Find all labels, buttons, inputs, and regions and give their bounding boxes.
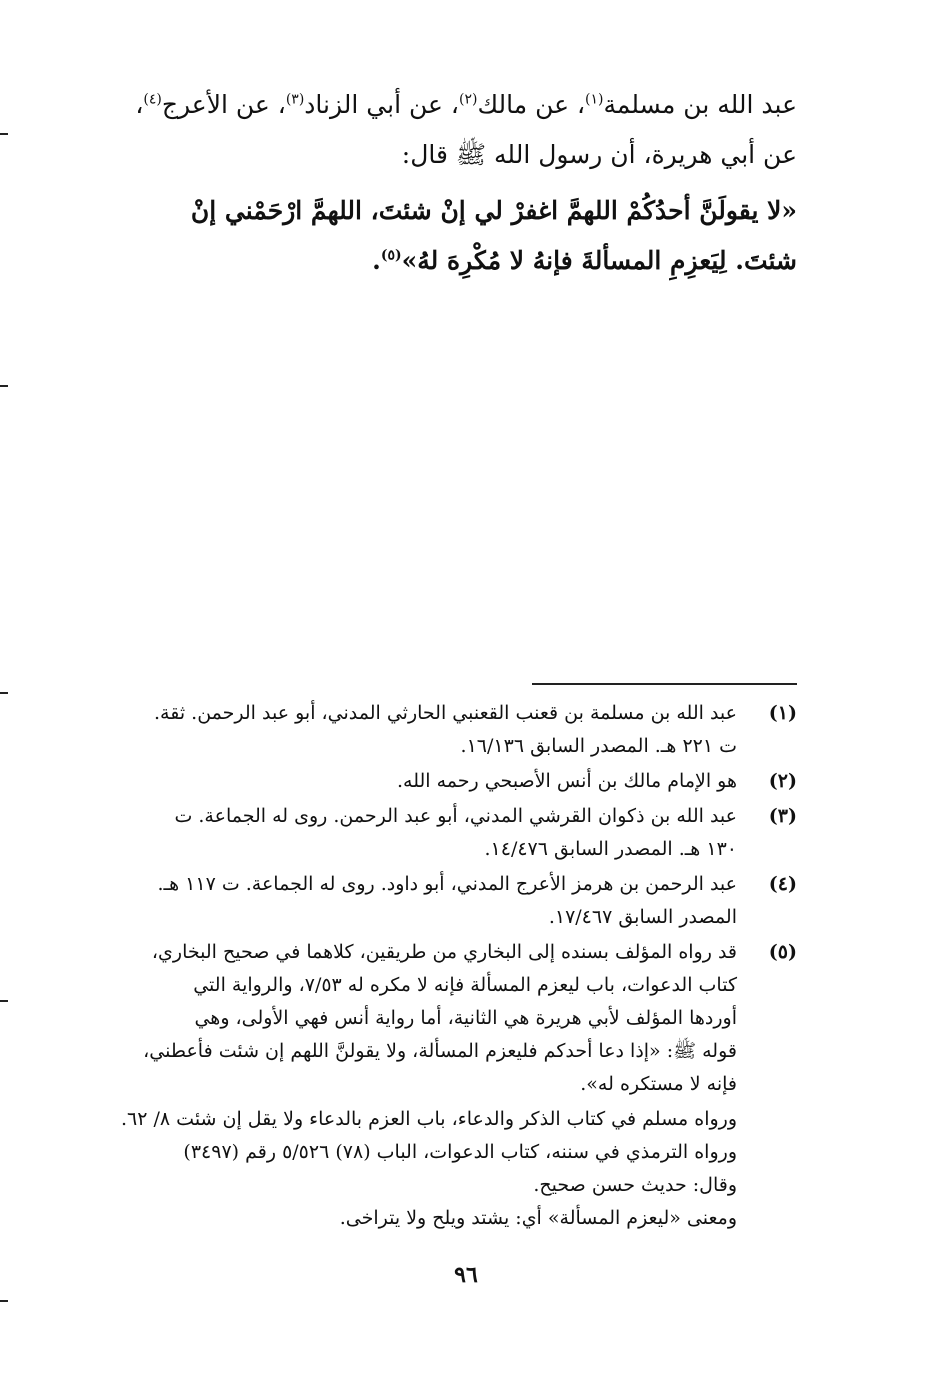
- footnote-2: [97, 765, 797, 798]
- footnote-number: (٤): [768, 873, 797, 895]
- margin-tick: [0, 385, 8, 387]
- footnote-line: عبد الله بن ذكوان القرشي المدني، أبو عبد الرحمن. روى له الجماعة. ت: [174, 805, 737, 827]
- footnote-ref-2[interactable]: (٢): [458, 91, 478, 108]
- footnote-line: أوردها المؤلف لأبي هريرة هي الثانية، أما رواية أنس فهي الأولى، وهي: [194, 1007, 737, 1029]
- footnote-line: عبد الله بن مسلمة بن قعنب القعنبي الحارثي المدني، أبو عبد الرحمن. ثقة.: [154, 702, 737, 724]
- margin-tick: [0, 1000, 8, 1002]
- footnote-body: [97, 936, 737, 1101]
- footnote-number: (٣): [768, 805, 797, 827]
- footnote-line: ت ٢٢١ هـ. المصدر السابق ١٦/١٣٦.: [460, 735, 737, 757]
- margin-tick: [0, 692, 8, 694]
- footnote-3: [97, 800, 797, 866]
- footnote-line: كتاب الدعوات، باب ليعزم المسألة فإنه لا مكره له ٧/٥٣، والرواية التي: [193, 974, 737, 996]
- footnote-line: قوله ﷺ: «إذا دعا أحدكم فليعزم المسألة، ولا يقولنَّ اللهم إن شئت فأعطني،: [143, 1040, 737, 1062]
- main-text-line-1: عبد الله بن مسلمة$^{(١)}$، عن مالك$^{(٢)}$، عن أبي الزناد$^{(٣)}$، عن الأعرج$^{(٤)}$،: [135, 90, 797, 119]
- footnote-5: [97, 936, 797, 1101]
- page-number: ٩٦: [454, 1262, 478, 1288]
- footnote-line: ورواه الترمذي في سننه، كتاب الدعوات، الباب (٧٨) ٥/٥٢٦ رقم (٣٤٩٧): [183, 1141, 737, 1163]
- footnote-line: ومعنى «ليعزم المسألة» أي: يشتد ويلح ولا يتراخى.: [339, 1207, 737, 1229]
- margin-tick: [0, 1300, 8, 1302]
- hadith-text: [97, 186, 797, 286]
- footnote-line: عبد الرحمن بن هرمز الأعرج المدني، أبو داود. روى له الجماعة. ت ١١٧ هـ.: [157, 873, 737, 895]
- main-text-line-2: عن أبي هريرة، أن رسول الله ﷺ قال:: [401, 140, 797, 169]
- footnotes: [97, 697, 797, 1235]
- hadith-line-1: «لا يقولَنَّ أحدُكُمْ اللهمَّ اغفرْ لي إنْ شئتَ، اللهمَّ ارْحَمْني إنْ: [190, 196, 797, 225]
- footnote-number: (٥): [768, 941, 797, 963]
- footnote-1: [97, 697, 797, 763]
- hadith-line-2: شئتَ. لِيَعزِمِ المسألةَ فإنهُ لا مُكْرِهَ لهُ»$^{(٥)}$.: [372, 246, 797, 275]
- footnote-line: وقال: حديث حسن صحيح.: [533, 1174, 737, 1196]
- footnote-body: [97, 765, 737, 798]
- main-text: [97, 80, 797, 180]
- footnote-body: [97, 800, 737, 866]
- footnote-line: ورواه مسلم في كتاب الذكر والدعاء، باب العزم بالدعاء ولا يقل إن شئت ٨/ ٦٢.: [120, 1108, 737, 1130]
- footnote-number: (١): [768, 702, 797, 724]
- footnote-5-continuation: [97, 1103, 737, 1235]
- footnote-4: [97, 868, 797, 934]
- footnote-body: [97, 868, 737, 934]
- footnote-ref-5[interactable]: (٥): [380, 247, 402, 264]
- margin-tick: [0, 133, 8, 135]
- footnote-body: [97, 697, 737, 763]
- footnote-line: قد رواه المؤلف بسنده إلى البخاري من طريقين، كلاهما في صحيح البخاري،: [151, 941, 737, 963]
- footnote-line: ١٣٠ هـ. المصدر السابق ١٤/٤٧٦.: [484, 838, 737, 860]
- footnote-line: المصدر السابق ١٧/٤٦٧.: [548, 906, 737, 928]
- footnote-separator: [532, 683, 797, 685]
- footnote-number: (٢): [768, 770, 797, 792]
- footnote-ref-4[interactable]: (٤): [143, 91, 162, 108]
- footnote-ref-3[interactable]: (٣): [285, 91, 305, 108]
- footnote-line: فإنه لا مستكره له».: [580, 1073, 737, 1095]
- footnote-line: هو الإمام مالك بن أنس الأصبحي رحمه الله.: [396, 770, 737, 792]
- footnote-ref-1[interactable]: (١): [585, 91, 604, 108]
